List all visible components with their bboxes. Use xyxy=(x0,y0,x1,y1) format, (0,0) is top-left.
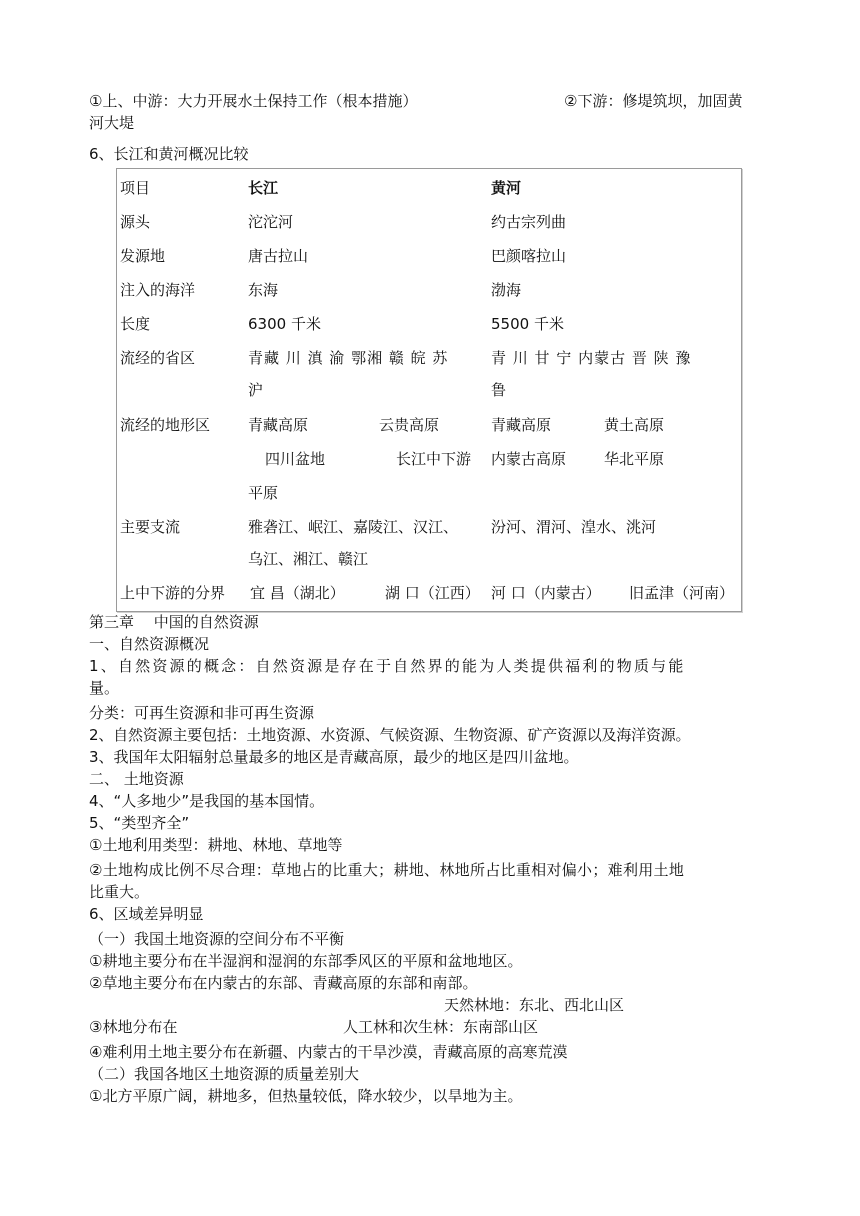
paragraph: 1、自然资源的概念：自然资源是存在于自然界的能为人类提供福利的物质与能 xyxy=(89,657,686,675)
paragraph: ②土地构成比例不尽合理：草地占的比重大；耕地、林地所占比重相对偏小；难利用土地 xyxy=(89,861,685,879)
paragraph: 3、我国年太阳辐射总量最多的地区是青藏高原，最少的地区是四川盆地。 xyxy=(89,748,579,766)
paragraph: ④难利用土地主要分布在新疆、内蒙古的干旱沙漠，青藏高原的高寒荒漠 xyxy=(89,1043,568,1061)
paragraph: ①耕地主要分布在半湿润和湿润的东部季风区的平原和盆地地区。 xyxy=(89,952,523,970)
paragraph: ③林地分布在 xyxy=(89,1018,178,1036)
table-cell: 巴颜喀拉山 xyxy=(491,247,567,265)
natural-forest-note: 天然林地：东北、西北山区 xyxy=(444,996,625,1014)
table-cell: 约古宗列曲 xyxy=(491,213,567,231)
paragraph: （一）我国土地资源的空间分布不平衡 xyxy=(89,930,345,948)
table-cell: 乌江、湘江、赣江 xyxy=(248,550,369,568)
row-label: 源头 xyxy=(120,213,151,231)
paragraph: （二）我国各地区土地资源的质量差别大 xyxy=(89,1065,360,1083)
section-heading: 一、自然资源概况 xyxy=(89,635,210,653)
table-cell: 6300 千米 xyxy=(248,315,321,333)
upper-middle-reach-measure: ①上、中游：大力开展水土保持工作（根本措施） xyxy=(89,92,418,110)
table-cell: 华北平原 xyxy=(604,450,665,468)
table-cell: 云贵高原 xyxy=(379,416,440,434)
table-cell: 青藏高原 xyxy=(491,416,552,434)
row-label: 流经的地形区 xyxy=(120,416,211,434)
table-cell: 渤海 xyxy=(491,281,522,299)
paragraph: ①土地利用类型：耕地、林地、草地等 xyxy=(89,836,343,854)
table-cell: 唐古拉山 xyxy=(248,247,309,265)
table-cell: 湖 口（江西） xyxy=(385,584,480,602)
table-cell: 河 口（内蒙古） xyxy=(491,584,601,602)
table-cell: 鲁 xyxy=(491,381,507,399)
row-label: 长度 xyxy=(120,315,151,333)
table-cell: 东海 xyxy=(248,281,279,299)
row-label: 上中下游的分界 xyxy=(120,584,226,602)
paragraph: 4、“人多地少”是我国的基本国情。 xyxy=(89,792,325,810)
table-cell: 内蒙古高原 xyxy=(491,450,567,468)
table-cell: 青 川 甘 宁 内蒙古 晋 陕 豫 xyxy=(491,349,692,367)
table-cell: 四川盆地 xyxy=(265,450,326,468)
row-label: 注入的海洋 xyxy=(120,281,196,299)
table-cell: 沪 xyxy=(248,381,264,399)
table-cell: 5500 千米 xyxy=(491,315,564,333)
paragraph: ①北方平原广阔，耕地多，但热量较低，降水较少，以旱地为主。 xyxy=(89,1087,523,1105)
table-cell: 青藏 川 滇 渝 鄂湘 赣 皖 苏 xyxy=(248,349,449,367)
table-cell: 长江中下游 xyxy=(396,450,472,468)
paragraph: 5、“类型齐全” xyxy=(89,814,190,832)
paragraph: 分类：可再生资源和非可再生资源 xyxy=(89,704,315,722)
table-cell: 黄土高原 xyxy=(604,416,665,434)
paragraph: ②草地主要分布在内蒙古的东部、青藏高原的东部和南部。 xyxy=(89,974,478,992)
chapter-title: 第三章 中国的自然资源 xyxy=(89,613,259,631)
section-heading: 6、长江和黄河概况比较 xyxy=(89,145,249,163)
table-cell: 旧孟津（河南） xyxy=(629,584,735,602)
paragraph: 2、自然资源主要包括：土地资源、水资源、气候资源、生物资源、矿产资源以及海洋资源。 xyxy=(89,726,691,744)
table-cell: 雅砻江、岷江、嘉陵江、汉江、 xyxy=(248,518,459,536)
header-item: 项目 xyxy=(120,179,151,197)
table-cell: 沱沱河 xyxy=(248,213,294,231)
header-huanghe: 黄河 xyxy=(491,179,522,197)
section-heading: 二、 土地资源 xyxy=(89,770,184,788)
paragraph: 量。 xyxy=(89,679,120,697)
table-cell: 平原 xyxy=(248,484,279,502)
row-label: 发源地 xyxy=(120,247,166,265)
table-cell: 汾河、渭河、湟水、洮河 xyxy=(491,518,657,536)
planted-forest-note: 人工林和次生林：东南部山区 xyxy=(343,1018,539,1036)
lower-reach-measure: ②下游：修堤筑坝，加固黄 xyxy=(564,92,743,110)
row-label: 主要支流 xyxy=(120,518,181,536)
paragraph: 比重大。 xyxy=(89,883,150,901)
lower-reach-measure-cont: 河大堤 xyxy=(89,114,135,132)
row-label: 流经的省区 xyxy=(120,349,196,367)
header-changjiang: 长江 xyxy=(248,179,279,197)
rivers-comparison-table xyxy=(116,168,742,612)
table-cell: 宜 昌（湖北） xyxy=(250,584,345,602)
table-cell: 青藏高原 xyxy=(248,416,309,434)
paragraph: 6、区域差异明显 xyxy=(89,905,204,923)
